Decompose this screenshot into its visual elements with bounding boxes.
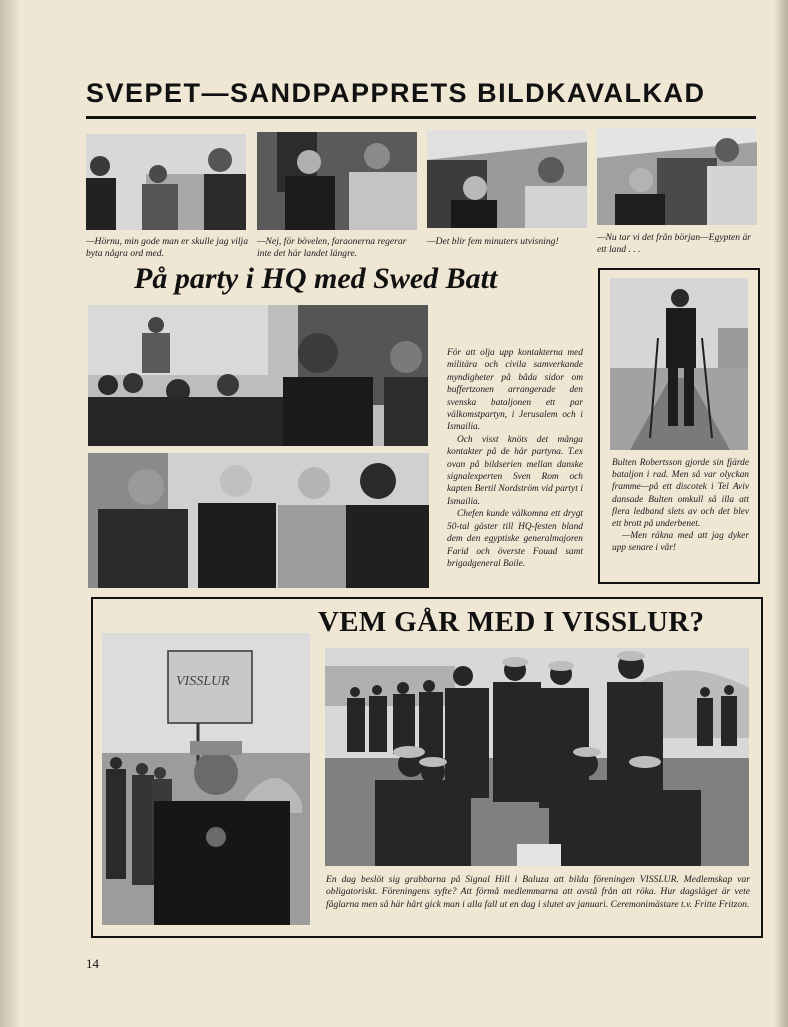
strip-caption-3: —Det blir fem minuters utvisning! [427, 236, 559, 247]
strip-photo-1 [86, 134, 246, 230]
page-title: SVEPET—SANDPAPPRETS BILDKAVALKAD [86, 78, 706, 108]
visslur-photo-group [325, 648, 749, 866]
page-number: 14 [86, 956, 99, 971]
strip-caption-1: —Hörnu, min gode man er skulle jag vilja byta några ord med. [86, 236, 249, 259]
party-article-paragraph: Chefen kunde välkomna ett drygt 50-tal gäster till HQ-festen bland dem den egyptiske generalmajoren Farid och överste Fouad samt brigadgeneral Baile. [447, 509, 583, 569]
visslur-sign-text: VISSLUR [176, 674, 230, 689]
party-photo-crowd [88, 305, 428, 446]
visslur-caption: En dag beslöt sig grabbarna på Signal Hill i Baluza att bilda föreningen VISSLUR. Medlemskap var obligatoriskt. Föreningens syfte? Att förmå medlemmarna att avstå från att röka. Hur dagsläget är vete fåglarna men så här hårt gick man i alla fall ut en dag i slutet av januari. Ceremonimästare t.v. Fritte Fritzon. [326, 874, 750, 910]
visslur-heading: VEM GÅR MED I VISSLUR? [318, 606, 705, 638]
strip-caption-4: —Nu tar vi det från början—Egypten är ett land . . . [597, 232, 752, 255]
visslur-photo-sign [102, 633, 310, 925]
page-spine-shadow [0, 0, 18, 1027]
party-article-paragraph: För att olja upp kontakterna med militära och civila samverkande myndigheter på båda sidor om buffertzonen arrangerade den svenska bataljonen ett par välkomstpartyn, i Jerusalem och i Ismailia. [447, 348, 583, 433]
side-story-paragraph: Bulten Robertsson gjorde sin fjärde bataljon i rad. Men så var olyckan framme—på ett discotek i Tel Aviv dansade Bulten omkull så illa att flera ledband slets av och det blev ett brott på underbenet. [612, 458, 749, 530]
side-story-paragraph: —Men räkna med att jag dyker upp senare i vår! [612, 531, 749, 554]
strip-photo-2 [257, 132, 417, 230]
title-rule [86, 116, 756, 119]
strip-photo-3 [427, 130, 587, 228]
party-article [447, 347, 583, 570]
party-heading: På party i HQ med Swed Batt [134, 262, 498, 295]
side-photo-crutches [610, 278, 748, 450]
strip-photo-4 [597, 128, 757, 225]
page-edge-shadow [774, 0, 788, 1027]
side-story-text [612, 457, 749, 555]
party-article-paragraph: Och visst knöts det många kontakter på de här partyna. T.ex ovan på bildserien mellan danske signalexperten Sven Rom och kapten Bertil Nordström vid partyt i Ismailia. [447, 434, 583, 507]
party-photo-guests [88, 453, 429, 588]
strip-caption-2: —Nej, för bövelen, faraonerna regerar inte det här landet längre. [257, 236, 407, 259]
